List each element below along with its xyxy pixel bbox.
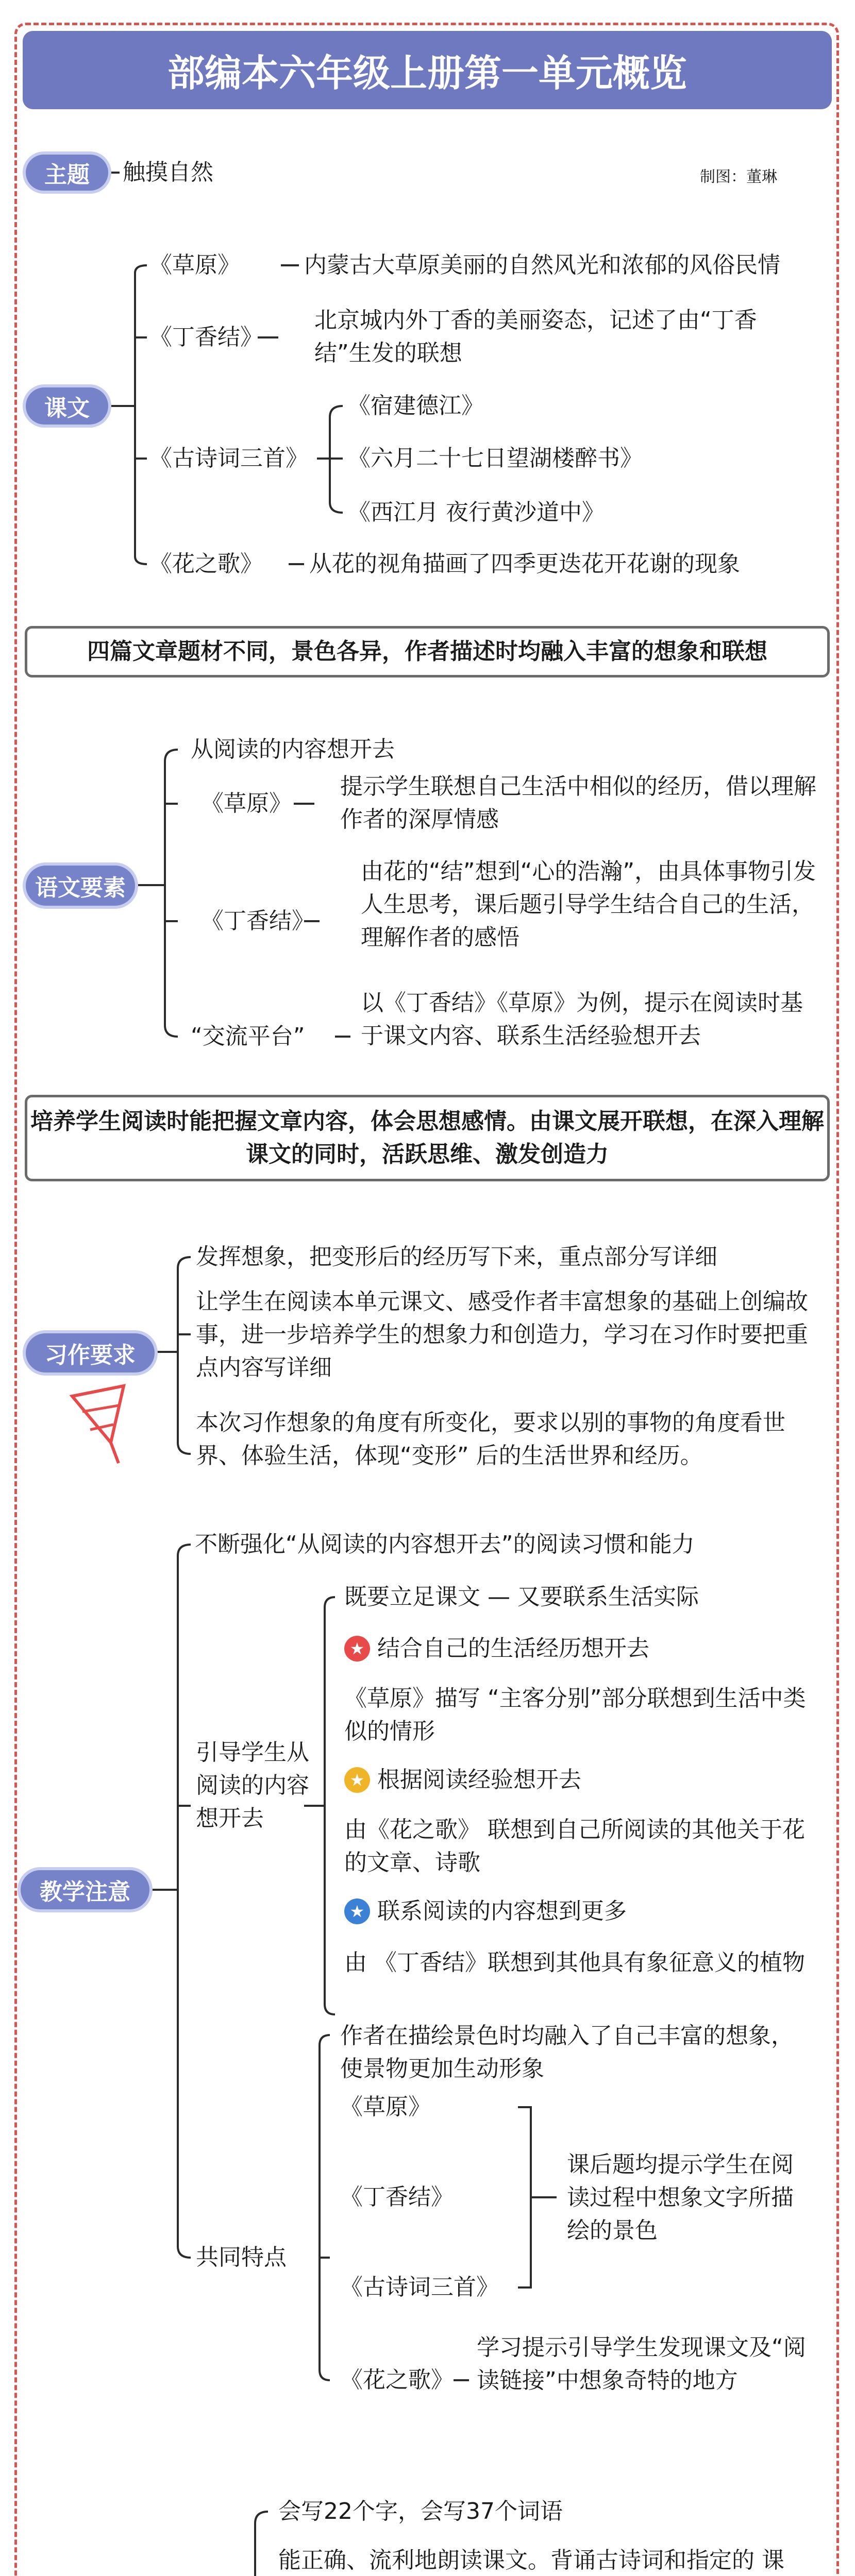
yuwen-item-title: 《丁香结》 <box>201 908 314 934</box>
guide-item: 根据阅读经验想开去 <box>377 1767 581 1793</box>
xizuo-item: 发挥想象，把变形后的经历写下来，重点部分写详细 <box>196 1244 717 1270</box>
xizuo-item: 让学生在阅读本单元课文、感受作者丰富想象的基础上创编故事，进一步培养学生的想象力和创造力，学习在习作时要把重点内容写详细 <box>196 1289 808 1381</box>
yuwen-pill: 语文要素 <box>26 866 135 906</box>
jiaoxue-head: 不断强化“从阅读的内容想开去”的阅读习惯和能力 <box>195 1531 695 1557</box>
guide-item: 既要立足课文 — 又要联系生活实际 <box>344 1584 699 1610</box>
kewen-item-title: 《草原》 <box>149 252 240 278</box>
yaodian-kewen-item: 会写22个字，会写37个词语 <box>278 2498 563 2524</box>
guide-item: 由 《丁香结》联想到其他具有象征意义的植物 <box>344 1950 805 1976</box>
kewen-item-title: 《花之歌》 <box>149 551 263 577</box>
yuwen-item-title: 《草原》 <box>201 790 292 817</box>
theme-pill: 主题 <box>26 155 108 191</box>
kewen-item-desc: 北京城内外丁香的美丽姿态，记述了由“丁香结”生发的联想 <box>314 307 757 366</box>
pencil-icon <box>62 1381 139 1468</box>
kewen-sub-item: 《六月二十七日望湖楼醉书》 <box>348 445 643 471</box>
yuwen-item-desc: 提示学生联想自己生活中相似的经历，借以理解作者的深厚情感 <box>340 773 816 833</box>
common-title: 《草原》 <box>340 2094 431 2120</box>
kewen-item-desc: 从花的视角描画了四季更迭花开花谢的现象 <box>309 551 740 577</box>
kewen-sub-item: 《宿建德江》 <box>348 393 484 419</box>
star-icon: ★ <box>344 1899 370 1924</box>
jiaoxue-pill: 教学注意 <box>21 1870 149 1909</box>
guide-item: 《草原》描写 “主客分别”部分联想到生活中类似的情形 <box>344 1685 806 1744</box>
star-icon: ★ <box>344 1767 370 1793</box>
star-icon: ★ <box>344 1636 370 1662</box>
common-desc: 课后题均提示学生在阅读过程中想象文字所描绘的景色 <box>567 2151 794 2244</box>
kewen-item-title: 《丁香结》 <box>149 324 263 350</box>
page-title: 部编本六年级上册第一单元概览 <box>23 31 832 109</box>
kewen-sub-item: 《西江月 夜行黄沙道中》 <box>348 499 605 526</box>
common-title: 《古诗词三首》 <box>340 2274 499 2300</box>
guide-item: 结合自己的生活经历想开去 <box>377 1635 649 1662</box>
kewen-item-desc: 内蒙古大草原美丽的自然风光和浓郁的风俗民情 <box>304 252 780 278</box>
guide-item: 由《花之歌》 联想到自己所阅读的其他关于花的文章、诗歌 <box>344 1817 805 1876</box>
yuwen-item-desc: 以《丁香结》《草原》为例，提示在阅读时基于课文内容、联系生活经验想开去 <box>361 990 803 1049</box>
summary-box-2: 培养学生阅读时能把握文章内容，体会思想感情。由课文展开联想，在深入理解课文的同时，活跃思维、激发创造力 <box>25 1095 830 1181</box>
summary-box-1: 四篇文章题材不同，景色各异，作者描述时均融入丰富的想象和联想 <box>25 626 830 677</box>
kewen-item-title: 《古诗词三首》 <box>149 445 308 471</box>
xizuo-item: 本次习作想象的角度有所变化，要求以别的事物的角度看世界、体验生活，体现“变形” 后的生活世界和经历。 <box>196 1410 785 1469</box>
yuwen-head: 从阅读的内容想开去 <box>191 736 395 762</box>
guide-label: 引导学生从阅读的内容想开去 <box>196 1739 309 1832</box>
common-head: 作者在描绘景色时均融入了自己丰富的想象，使景物更加生动形象 <box>340 2023 794 2082</box>
flower-title: 《花之歌》 <box>340 2367 454 2393</box>
yuwen-item-title: “交流平台” <box>191 1023 305 1049</box>
kewen-pill: 课文 <box>26 387 108 425</box>
flower-desc: 学习提示引导学生发现课文及“阅读链接”中想象奇特的地方 <box>477 2334 806 2394</box>
theme-text: 触摸自然 <box>123 159 213 185</box>
yuwen-item-desc: 由花的“结”想到“心的浩瀚”，由具体事物引发人生思考，课后题引导学生结合自己的生活，理解作者的感悟 <box>361 858 816 951</box>
common-title: 《丁香结》 <box>340 2184 454 2210</box>
common-label: 共同特点 <box>196 2244 287 2270</box>
guide-item: 联系阅读的内容想到更多 <box>377 1898 627 1924</box>
yaodian-kewen-item: 能正确、流利地朗读课文。背诵古诗词和指定的 课 <box>278 2547 784 2573</box>
credit-text: 制图：董琳 <box>700 168 777 186</box>
xizuo-pill: 习作要求 <box>26 1333 155 1372</box>
